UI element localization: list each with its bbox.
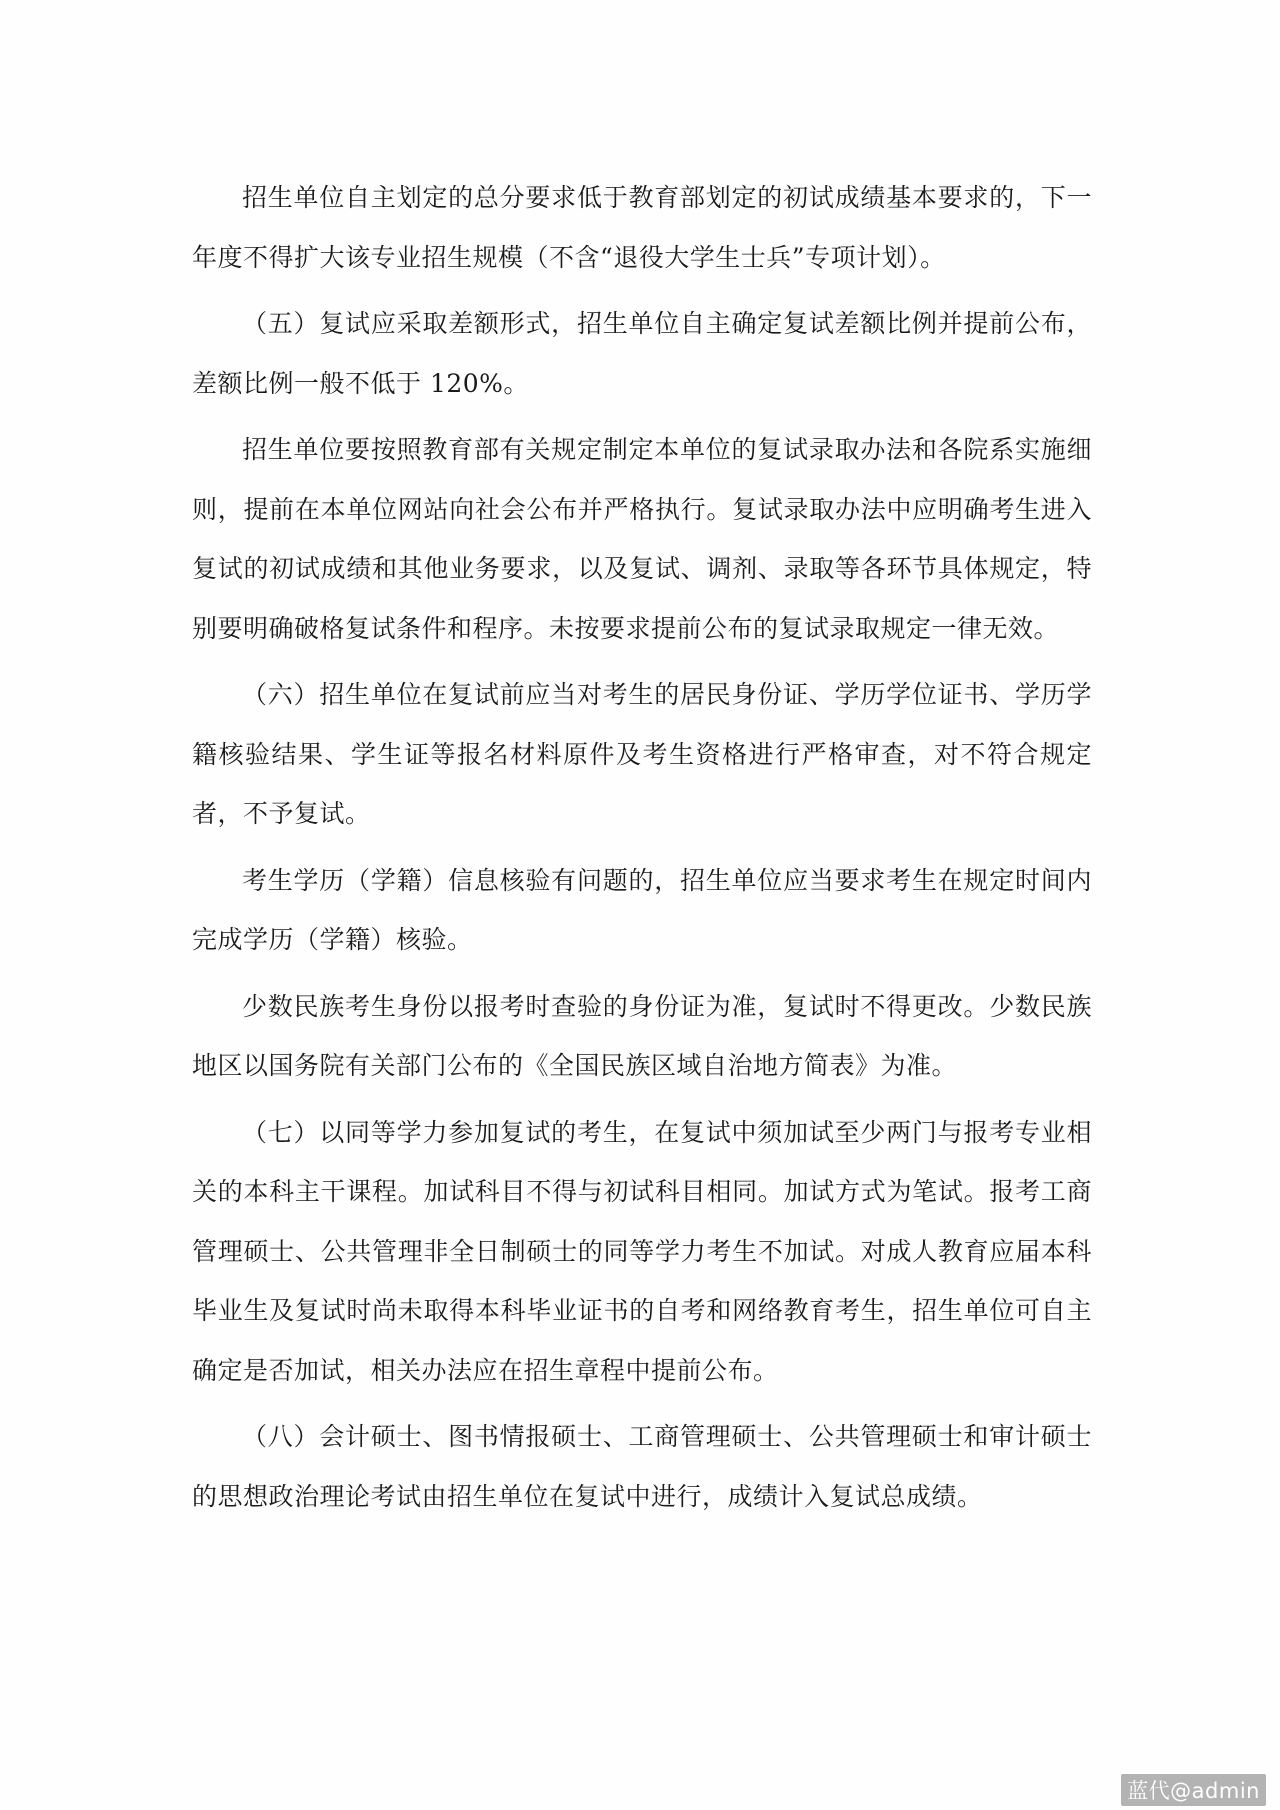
document-body (192, 168, 1092, 1533)
paragraph-total-score-rule: 招生单位自主划定的总分要求低于教育部划定的初试成绩基本要求的，下一年度不得扩大该专业招生规模（不含“退役大学生士兵”专项计划）。 (192, 183, 1092, 272)
paragraph-ethnic-minority: 少数民族考生身份以报考时查验的身份证为准，复试时不得更改。少数民族地区以国务院有关部门公布的《全国民族区域自治地方简表》为准。 (192, 991, 1092, 1080)
paragraph-section-six: （六）招生单位在复试前应当对考生的居民身份证、学历学位证书、学历学籍核验结果、学生证等报名材料原件及考生资格进行严格审查，对不符合规定者，不予复试。 (192, 680, 1092, 828)
paragraph-section-five: （五）复试应采取差额形式，招生单位自主确定复试差额比例并提前公布，差额比例一般不低于 120%。 (192, 309, 1092, 398)
paragraph-section-eight: （八）会计硕士、图书情报硕士、工商管理硕士、公共管理硕士和审计硕士的思想政治理论考试由招生单位在复试中进行，成绩计入复试总成绩。 (192, 1422, 1092, 1511)
watermark-label: 蓝代@admin (1121, 1774, 1266, 1806)
paragraph-section-seven: （七）以同等学力参加复试的考生，在复试中须加试至少两门与报考专业相关的本科主干课程。加试科目不得与初试科目相同。加试方式为笔试。报考工商管理硕士、公共管理非全日制硕士的同等学力考生不加试。对成人教育应届本科毕业生及复试时尚未取得本科毕业证书的自考和网络教育考生，招生单位可自主确定是否加试，相关办法应在招生章程中提前公布。 (192, 1117, 1092, 1385)
paragraph-education-verification: 考生学历（学籍）信息核验有问题的，招生单位应当要求考生在规定时间内完成学历（学籍）核验。 (192, 865, 1092, 954)
paragraph-retest-admission-rules: 招生单位要按照教育部有关规定制定本单位的复试录取办法和各院系实施细则，提前在本单位网站向社会公布并严格执行。复试录取办法中应明确考生进入复试的初试成绩和其他业务要求，以及复试、调剂、录取等各环节具体规定，特别要明确破格复试条件和程序。未按要求提前公布的复试录取规定一律无效。 (192, 435, 1092, 643)
